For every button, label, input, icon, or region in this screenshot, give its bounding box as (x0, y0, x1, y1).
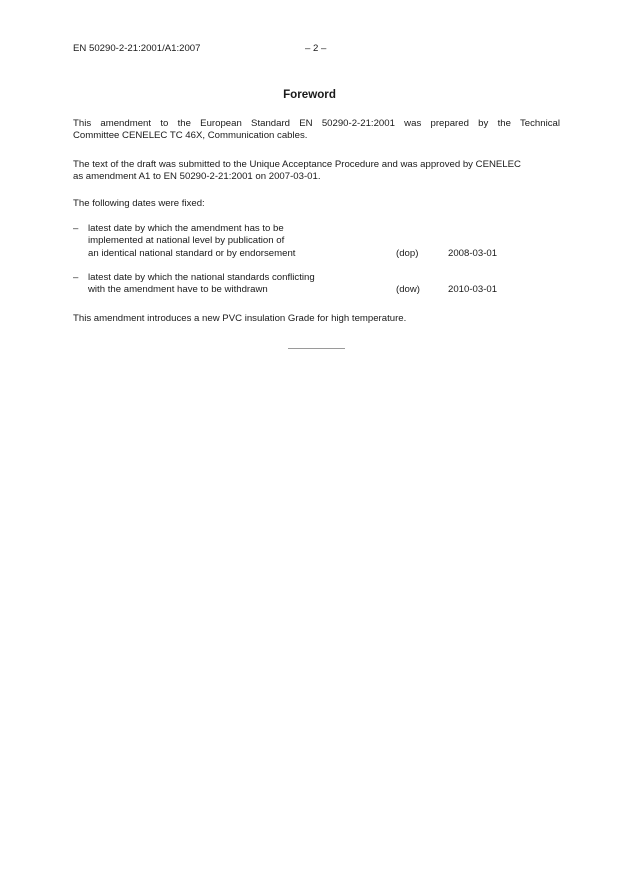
page-number: – 2 – (305, 43, 327, 54)
date-value: 2010-03-01 (448, 284, 498, 296)
paragraph-line: as amendment A1 to EN 50290-2-21:2001 on 2007-03-01. (73, 171, 321, 183)
list-item-line: with the amendment have to be withdrawn (88, 284, 268, 296)
list-item-text (88, 272, 315, 297)
list-item-text (88, 223, 295, 260)
dash-bullet: – (73, 272, 79, 283)
paragraph-line: The text of the draft was submitted to the Unique Acceptance Procedure and was approved by CENELEC (73, 159, 521, 170)
end-separator (288, 348, 345, 349)
paragraph-line: This amendment to the European Standard EN 50290-2-21:2001 was prepared by the Technical (73, 118, 560, 129)
paragraph-line: Committee CENELEC TC 46X, Communication cables. (73, 130, 308, 142)
dash-bullet: – (73, 223, 79, 234)
list-item-dop (73, 223, 560, 260)
list-item-line: latest date by which the amendment has to be (88, 223, 284, 234)
paragraph-approval (73, 159, 560, 184)
date-value: 2008-03-01 (448, 247, 498, 259)
date-code: (dow) (396, 284, 420, 296)
list-item-dow (73, 272, 560, 297)
date-code: (dop) (396, 247, 419, 259)
paragraph-preparation (73, 118, 560, 143)
document-id: EN 50290-2-21:2001/A1:2007 (73, 43, 201, 54)
list-item-line: an identical national standard or by endorsement (88, 247, 296, 259)
list-item-line: implemented at national level by publication of (88, 235, 285, 247)
section-title: Foreword (283, 88, 336, 101)
list-item-line: latest date by which the national standards conflicting (88, 272, 315, 283)
paragraph-closing: This amendment introduces a new PVC insulation Grade for high temperature. (73, 313, 407, 324)
paragraph-dates-intro: The following dates were fixed: (73, 198, 205, 209)
